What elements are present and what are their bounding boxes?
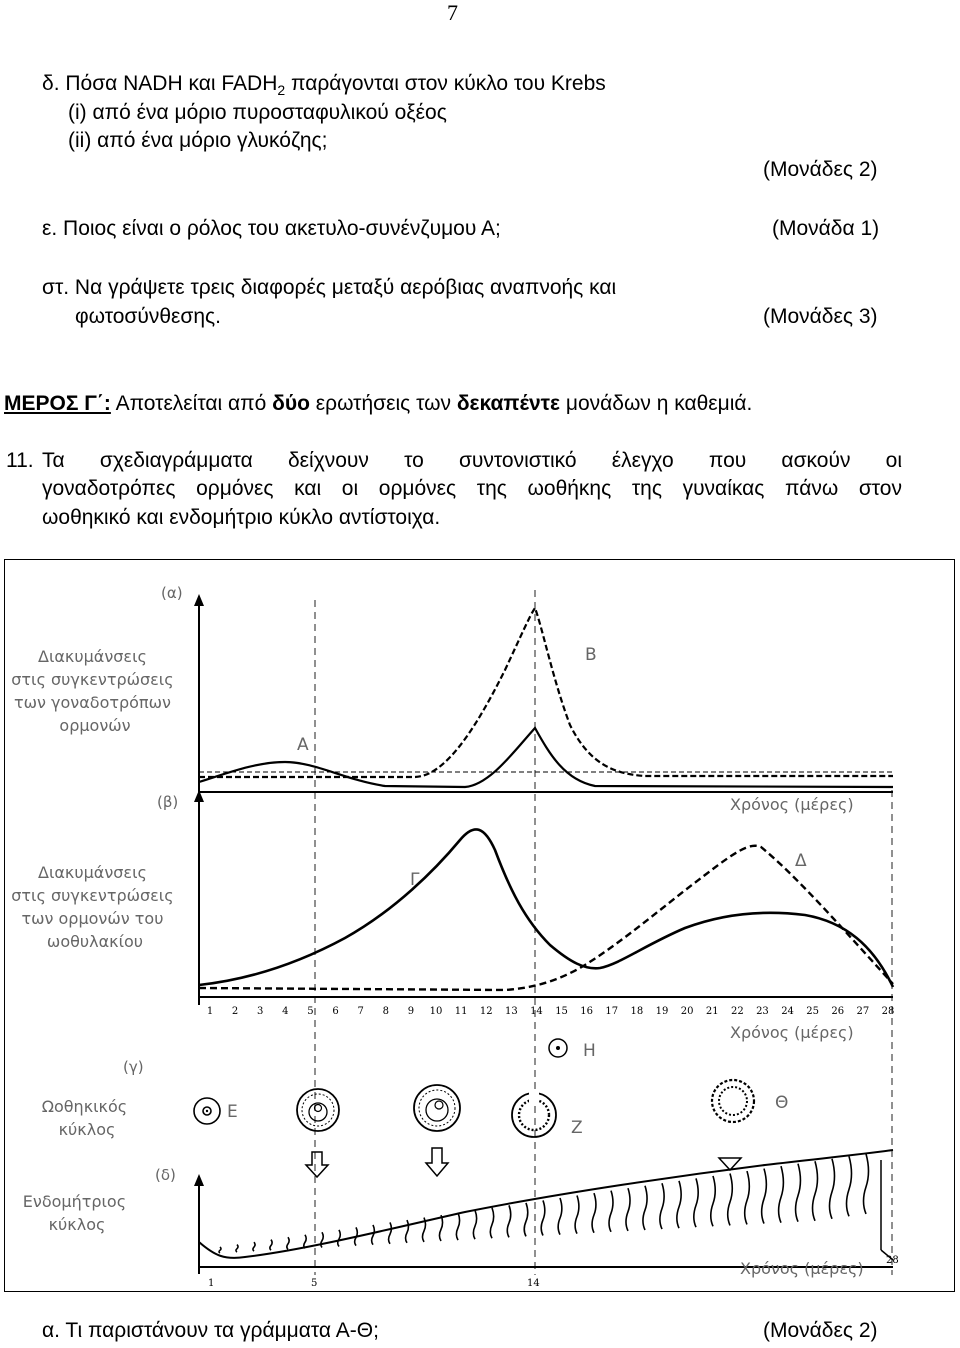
question-delta-marks: (Μονάδες 2) (763, 158, 878, 181)
endometrial-gland (847, 1156, 852, 1216)
day-tick-6: 6 (332, 1006, 339, 1017)
endometrial-gland (864, 1154, 869, 1214)
figure-hormone-cycles (4, 559, 955, 1292)
day-tick-23: 23 (756, 1006, 769, 1017)
question-st-line1: στ. Να γράψετε τρεις διαφορές μεταξύ αερόβιας αναπνοής και (42, 276, 617, 299)
letter-th: Θ (775, 1093, 789, 1113)
panel-b-tag: (β) (157, 793, 179, 811)
endometrial-gland (592, 1193, 596, 1233)
axis-d-arrow (194, 1174, 204, 1186)
panel-a-label: Διακυμάνσεις στις συγκεντρώσεις των γοναδοτρόπων ορμονών (11, 647, 174, 735)
panel-g-label: Ωοθηκικός κύκλος (41, 1097, 128, 1139)
bottom-day-1: 1 (208, 1278, 215, 1289)
day-tick-9: 9 (407, 1006, 415, 1017)
endometrial-gland (456, 1213, 459, 1240)
day-tick-5: 5 (307, 1006, 314, 1017)
day-tick-19: 19 (655, 1006, 669, 1017)
arrow-day12-icon (426, 1148, 448, 1176)
panel-b-label: Διακυμάνσεις στις συγκεντρώσεις των ορμονών του ωοθυλακίου (11, 863, 174, 951)
endometrial-gland (694, 1178, 698, 1227)
day-tick-17: 17 (605, 1006, 619, 1017)
endometrial-gland (575, 1196, 579, 1234)
endometrial-gland (728, 1173, 733, 1225)
endometrial-gland (507, 1205, 510, 1237)
day-tick-1: 1 (206, 1006, 214, 1017)
day-tick-16: 16 (580, 1006, 594, 1017)
question-delta-title: δ. Πόσα NADH και $FADH_2$ παράγονται στον κύκλο του Krebs (42, 72, 606, 99)
day-tick-7: 7 (357, 1006, 364, 1017)
day-tick-13: 13 (504, 1006, 518, 1017)
letter-h: Η (583, 1041, 596, 1061)
endometrial-gland (473, 1210, 476, 1239)
day-tick-14: 14 (530, 1006, 543, 1017)
part-c-heading: ΜΕΡΟΣ Γ΄: Αποτελείται από δύο ερωτήσεις των δεκαπέντε μονάδων η καθεμιά. (4, 392, 753, 415)
day-ticks (207, 1006, 895, 1017)
endometrial-gland (524, 1203, 528, 1237)
question-11-line2: γοναδοτρόπες ορμόνες και οι ορμόνες της ωοθήκης της γυναίκας πάνω στον (42, 477, 902, 500)
day-tick-28: 28 (881, 1006, 895, 1017)
endometrial-gland (660, 1183, 664, 1229)
letter-a: Α (297, 735, 309, 755)
time-label-d: Χρόνος (μέρες) (740, 1259, 864, 1278)
question-11-line1: Τα σχεδιαγράμματα δείχνουν το συντονιστικό έλεγχο που ασκούν οι (42, 449, 902, 472)
endometrium-profile (199, 1150, 893, 1258)
endometrial-gland (287, 1237, 289, 1249)
endometrial-gland (779, 1166, 784, 1222)
day-tick-15: 15 (555, 1006, 568, 1017)
ovulation-follicle-z-icon (512, 1090, 556, 1137)
question-epsilon-marks: (Μονάδα 1) (772, 217, 880, 240)
day-tick-8: 8 (382, 1006, 389, 1017)
day-tick-20: 20 (680, 1006, 694, 1017)
letter-d: Δ (795, 851, 807, 871)
endometrial-gland (236, 1245, 238, 1253)
curve-progesterone-d (199, 846, 893, 990)
page-number: 7 (447, 0, 458, 25)
day-tick-27: 27 (856, 1006, 870, 1017)
endometrial-gland (439, 1215, 442, 1241)
day-tick-24: 24 (781, 1006, 794, 1017)
follicle-stage2-icon (297, 1089, 339, 1131)
question-delta-i: (i) από ένα μόριο πυροσταφυλικού οξέος (68, 101, 447, 124)
endometrial-gland (643, 1186, 647, 1230)
letter-b: Β (585, 645, 597, 665)
arrow-day5-icon (306, 1152, 328, 1177)
endometrial-gland (372, 1225, 375, 1245)
endometrial-gland (338, 1230, 341, 1247)
question-11-line3: ωοθηκικό και ενδομήτριο κύκλο αντίστοιχα. (42, 506, 441, 529)
endometrial-gland (813, 1161, 818, 1221)
endometrial-gland (830, 1159, 835, 1219)
panel-g-tag: (γ) (123, 1058, 144, 1076)
endometrial-gland (626, 1188, 630, 1231)
endometrial-gland (389, 1222, 392, 1243)
endometrial-gland (745, 1171, 750, 1224)
panel-d-label: Ενδομήτριος κύκλος (22, 1192, 127, 1234)
endometrial-gland (253, 1242, 255, 1251)
question-epsilon: ε. Ποιος είναι ο ρόλος του ακετυλο-συνένζυμου Α; (42, 217, 501, 240)
day-tick-26: 26 (831, 1006, 845, 1017)
endometrium-glands (219, 1154, 869, 1253)
endometrial-gland (762, 1169, 767, 1224)
final-question: α. Τι παριστάνουν τα γράμματα Α-Θ; (42, 1319, 379, 1342)
day-tick-18: 18 (630, 1006, 644, 1017)
panel-d-tag: (δ) (155, 1166, 176, 1184)
day-tick-10: 10 (429, 1006, 443, 1017)
bottom-day-28: 28 (886, 1255, 899, 1266)
question-11-number: 11. (6, 449, 34, 472)
endometrial-gland (541, 1200, 545, 1235)
letter-g: Γ (410, 870, 420, 890)
day-tick-2: 2 (231, 1006, 239, 1017)
endometrial-gland (270, 1240, 272, 1251)
day-tick-21: 21 (705, 1006, 719, 1017)
panel-a-tag: (α) (161, 584, 183, 602)
oocyte-h-icon (549, 1039, 567, 1057)
day-tick-3: 3 (257, 1006, 264, 1017)
day-tick-4: 4 (282, 1006, 289, 1017)
endometrial-gland (490, 1208, 493, 1238)
day-tick-12: 12 (479, 1006, 493, 1017)
endometrial-gland (558, 1198, 562, 1235)
endometrial-gland (406, 1220, 409, 1243)
curve-estrogen-g (199, 829, 893, 987)
endometrial-gland (677, 1181, 681, 1228)
time-label-a: Χρόνος (μέρες) (730, 795, 854, 814)
time-label-b: Χρόνος (μέρες) (730, 1023, 854, 1042)
letter-e: Ε (227, 1102, 238, 1122)
corpus-luteum-th-icon (712, 1080, 754, 1122)
follicle-stage3-icon (414, 1085, 460, 1131)
final-question-marks: (Μονάδες 2) (763, 1319, 878, 1342)
endometrial-gland (711, 1176, 715, 1226)
figure-drawing (5, 560, 956, 1293)
bottom-day-14: 14 (527, 1278, 540, 1289)
endometrial-gland (609, 1191, 613, 1232)
follicle-e-icon (194, 1098, 220, 1124)
day-tick-25: 25 (806, 1006, 820, 1017)
axis-a-arrow (194, 594, 204, 606)
letter-z: Ζ (571, 1118, 583, 1138)
day-tick-11: 11 (454, 1006, 468, 1017)
endometrial-gland (321, 1232, 324, 1247)
question-st-marks: (Μονάδες 3) (763, 305, 878, 328)
question-delta-ii: (ii) από ένα μόριο γλυκόζης; (68, 129, 328, 152)
endometrial-gland (796, 1164, 801, 1222)
bottom-day-5: 5 (311, 1278, 318, 1289)
question-st-line2: φωτοσύνθεσης. (75, 305, 221, 328)
day-tick-22: 22 (730, 1006, 744, 1017)
endometrial-gland (219, 1247, 221, 1253)
